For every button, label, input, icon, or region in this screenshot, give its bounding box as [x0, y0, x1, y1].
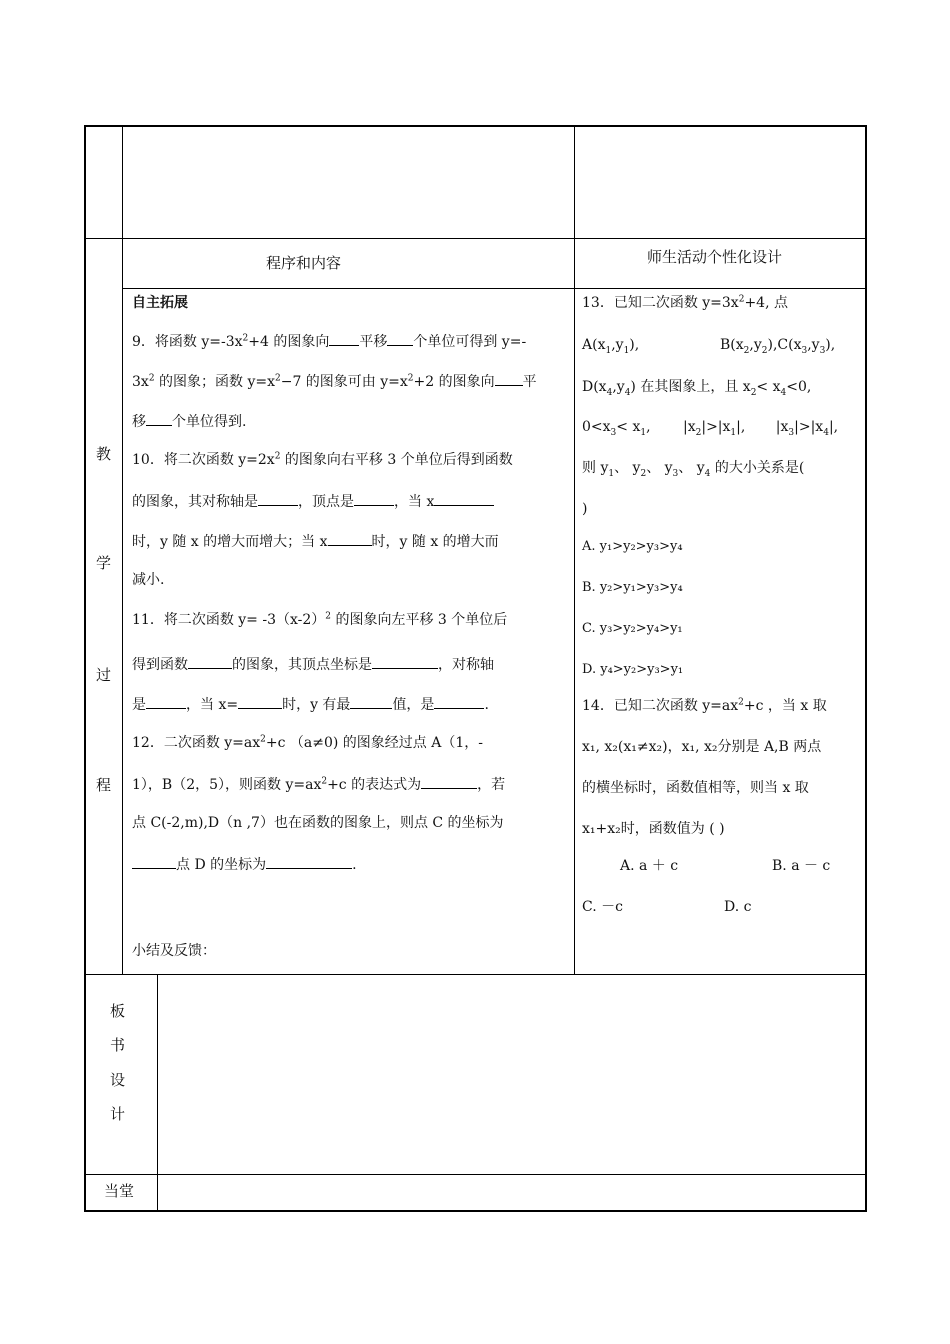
- q14-option-c: C. －c: [582, 899, 623, 915]
- q9-line3: 移 个单位得到.: [132, 411, 246, 431]
- side-label-3: 过: [96, 666, 112, 684]
- side-label-4: 程: [96, 776, 112, 794]
- q13-line5: 则 $y_1$、 $y_2$、 $y_3$、 $y_4$ 的大小关系是(: [582, 460, 805, 479]
- q14-line1: 14．已知二次函数 $y=ax^2+c$ ，当 x 取: [582, 697, 827, 714]
- dangtang-label: 当堂: [104, 1182, 135, 1200]
- q10-line3: 时，y 随 x 的增大而增大；当 x 时，y 随 x 的增大而: [132, 531, 499, 551]
- q12-line3: 点 C(-2,m),D（n ,7）也在函数的图象上，则点 C 的坐标为: [132, 815, 504, 831]
- q12-line2: 1），B（2，5），则函数 $y=ax^2+c$ 的表达式为 ，若: [132, 774, 505, 794]
- board-label-4: 计: [110, 1105, 126, 1123]
- q11-line2: 得到函数 的图象，其顶点坐标是 ，对称轴: [132, 654, 494, 674]
- q13-option-d: D. y₄>y₂>y₃>y₁: [582, 662, 684, 677]
- q14-option-a: A. a ＋ c: [620, 858, 679, 874]
- q13-line2b: $B(x_2,y_2),C(x_3,y_3)$,: [720, 337, 836, 356]
- q10-line1: 10．将二次函数 $y=2x^2$ 的图象向右平移 3 个单位后得到函数: [132, 451, 513, 468]
- row-divider-3: [84, 974, 866, 975]
- q14-option-b: B. a － c: [772, 858, 831, 874]
- row-divider-1: [84, 238, 866, 239]
- q10-line2: 的图象，其对称轴是 ，顶点是 ，当 x: [132, 491, 494, 511]
- q10-line4: 减小.: [132, 572, 165, 588]
- section-title: 自主拓展: [132, 295, 188, 311]
- header-left: 程序和内容: [266, 254, 342, 272]
- board-label-2: 书: [110, 1036, 126, 1054]
- board-label-3: 设: [110, 1071, 126, 1089]
- q9-line1: 9．将函数 $y=-3x^2+4$ 的图象向 平移 个单位可得到 y=-: [132, 331, 526, 351]
- q11-line3: 是 ，当 x= 时，y 有最 值，是 .: [132, 694, 489, 714]
- board-col-divider: [157, 974, 158, 1211]
- q14-line2: x₁, x₂(x₁≠x₂)，x₁, x₂分别是 A,B 两点: [582, 739, 822, 755]
- row-divider-2: [122, 288, 866, 289]
- summary-label: 小结及反馈：: [132, 943, 216, 959]
- q14-option-d: D. c: [724, 899, 752, 915]
- q13-option-b: B. y₂>y₁>y₃>y₄: [582, 580, 683, 595]
- table-top-border: [84, 125, 867, 127]
- board-label-1: 板: [110, 1002, 126, 1020]
- q13-option-a: A. y₁>y₂>y₃>y₄: [582, 539, 683, 554]
- q13-line6: ): [582, 501, 588, 517]
- q13-line1: 13．已知二次函数 $y=3x^2+4$, 点: [582, 294, 788, 311]
- row-divider-4: [84, 1174, 866, 1175]
- q12-line1: 12．二次函数 $y=ax^2+c$ （a≠0) 的图象经过点 A（1，-: [132, 734, 484, 751]
- table-left-border: [84, 125, 86, 1212]
- q9-line2: $3x^2$ 的图象；函数 $y=x^2-7$ 的图象可由 $y=x^2+2$ 的图象向 平: [132, 371, 537, 391]
- q13-line3: $D(x_4,y_4)$ 在其图象上，且 $x_2< x_4<0$,: [582, 379, 812, 398]
- q13-line4: $0<x_3< x_1$, $|x_2|>|x_1|$, $|x_3|>|x_4|$,: [582, 419, 839, 438]
- q13-line2: $A(x_1,y_1)$,: [582, 337, 640, 356]
- side-label-2: 学: [96, 554, 112, 572]
- mid-col-divider: [574, 125, 575, 975]
- header-right: 师生活动个性化设计: [647, 248, 783, 266]
- side-label-1: 教: [96, 445, 112, 463]
- side-col-divider: [122, 125, 123, 975]
- q11-line1: 11．将二次函数 $y= -3(x-2)^2$ 的图象向左平移 3 个单位后: [132, 611, 508, 628]
- q14-line4: x₁+x₂时，函数值为 ( ): [582, 821, 725, 837]
- table-bottom-border: [84, 1210, 867, 1212]
- q14-line3: 的横坐标时，函数值相等，则当 x 取: [582, 780, 809, 796]
- q13-option-c: C. y₃>y₂>y₄>y₁: [582, 621, 683, 636]
- q12-line4: 点 D 的坐标为 .: [132, 854, 357, 874]
